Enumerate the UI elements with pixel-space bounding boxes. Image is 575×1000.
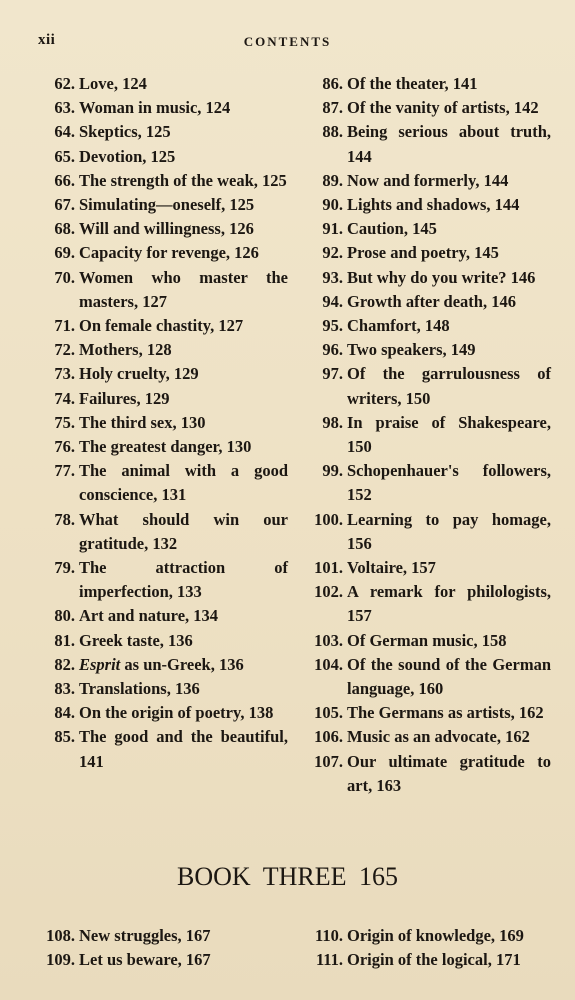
- toc-entry-title: Woman in music, 124: [79, 98, 231, 118]
- contents-right-column: [301, 72, 551, 798]
- toc-entry: [301, 290, 551, 314]
- toc-entry-title: Women who master the masters, 127: [79, 267, 288, 311]
- toc-entry-title: Chamfort, 148: [347, 316, 450, 336]
- toc-entry-title: Capacity for revenge, 126: [79, 243, 259, 263]
- toc-entry-number: 66.: [54, 170, 75, 190]
- toc-entry-number: 96.: [322, 340, 343, 360]
- toc-entry-title: On the origin of poetry, 138: [79, 703, 274, 723]
- toc-entry: [301, 362, 551, 410]
- toc-entry: [38, 459, 288, 507]
- toc-entry-title: Prose and poetry, 145: [347, 243, 499, 263]
- toc-entry: [38, 604, 288, 628]
- toc-entry-number: 100.: [314, 509, 343, 529]
- toc-entry-number: 84.: [54, 703, 75, 723]
- toc-entry-number: 93.: [322, 267, 343, 287]
- toc-entry: [38, 266, 288, 314]
- toc-entry-number: 73.: [54, 364, 75, 384]
- toc-entry-title: The strength of the weak, 125: [79, 170, 287, 190]
- toc-entry: [301, 653, 551, 701]
- toc-entry: [301, 217, 551, 241]
- toc-entry-number: 105.: [314, 703, 343, 723]
- toc-entry-title: But why do you write? 146: [347, 267, 536, 287]
- toc-entry: [301, 120, 551, 168]
- toc-entry-title: New struggles, 167: [79, 926, 211, 945]
- toc-entry-title: In praise of Shakespeare, 150: [347, 412, 551, 457]
- toc-entry: [38, 338, 288, 362]
- book-three-right-column: [301, 924, 551, 972]
- toc-entry-title: Learning to pay homage, 156: [347, 509, 551, 553]
- toc-entry-title: Of the garrulousness of writers, 150: [347, 364, 551, 408]
- toc-entry-number: 72.: [54, 340, 75, 360]
- toc-entry: [38, 653, 288, 677]
- toc-entry-number: 78.: [54, 509, 75, 529]
- toc-entry: [301, 169, 551, 193]
- toc-entry-number: 103.: [314, 630, 343, 650]
- toc-entry-title: Growth after death, 146: [347, 291, 516, 311]
- toc-entry: [38, 435, 288, 459]
- toc-entry: [38, 508, 288, 556]
- toc-entry-number: 87.: [322, 98, 343, 118]
- toc-entry-number: 79.: [54, 558, 75, 578]
- running-head: CONTENTS: [243, 34, 332, 49]
- toc-entry-number: 62.: [54, 74, 75, 93]
- toc-entry: [301, 580, 551, 628]
- toc-entry-number: 110.: [315, 926, 343, 945]
- toc-entry: [301, 750, 551, 798]
- toc-entry-title: On female chastity, 127: [79, 316, 244, 336]
- toc-entry-number: 108.: [46, 926, 75, 945]
- toc-entry-number: 75.: [54, 412, 75, 432]
- toc-entry-number: 92.: [322, 243, 343, 263]
- toc-entry: [301, 701, 551, 725]
- toc-entry-title-italic: Esprit: [79, 654, 121, 674]
- toc-entry-title: Of German music, 158: [347, 630, 507, 650]
- toc-entry: [38, 72, 288, 96]
- toc-entry: [301, 508, 551, 556]
- toc-entry-title: Simulating—oneself, 125: [79, 195, 255, 215]
- toc-entry-number: 95.: [322, 316, 343, 336]
- book-three-heading: [0, 862, 575, 892]
- toc-entry-title: Voltaire, 157: [347, 558, 436, 578]
- toc-entry: [301, 948, 551, 972]
- toc-entry-number: 70.: [54, 267, 75, 287]
- toc-entry-title: The animal with a good conscience, 131: [79, 461, 288, 505]
- toc-entry-number: 71.: [54, 316, 75, 336]
- toc-entry-title: Caution, 145: [347, 219, 437, 239]
- toc-entry-title: A remark for philologists, 157: [347, 582, 551, 626]
- toc-entry: [38, 241, 288, 265]
- toc-entry: [301, 338, 551, 362]
- toc-entry: [38, 387, 288, 411]
- toc-entry-number: 88.: [322, 122, 343, 142]
- toc-entry: [301, 924, 551, 948]
- toc-entry-number: 77.: [54, 461, 75, 481]
- toc-entry: [301, 193, 551, 217]
- toc-entry: [38, 411, 288, 435]
- toc-entry-number: 94.: [322, 291, 343, 311]
- toc-entry-number: 109.: [46, 950, 75, 970]
- toc-entry-title: Lights and shadows, 144: [347, 195, 520, 215]
- toc-entry-number: 69.: [54, 243, 75, 263]
- toc-entry-number: 76.: [54, 437, 75, 457]
- toc-entry-number: 74.: [54, 388, 75, 408]
- toc-entry-number: 99.: [322, 461, 343, 481]
- toc-entry: [38, 556, 288, 604]
- toc-entry-number: 81.: [54, 630, 75, 650]
- toc-entry-number: 67.: [54, 195, 75, 215]
- toc-entry-title: Our ultimate gratitude to art, 163: [347, 751, 551, 795]
- toc-entry-number: 64.: [54, 122, 75, 142]
- toc-entry-title: Being serious about truth, 144: [347, 122, 551, 166]
- toc-entry-title: Devotion, 125: [79, 146, 176, 166]
- page-number: xii: [38, 32, 56, 48]
- toc-entry-number: 90.: [322, 195, 343, 215]
- toc-entry-title: The attraction of imperfection, 133: [79, 558, 288, 602]
- toc-entry-title: The Germans as artists, 162: [347, 703, 544, 723]
- toc-entry-number: 82.: [54, 654, 75, 674]
- toc-entry-title: Of the sound of the German language, 160: [347, 654, 551, 699]
- toc-entry: [301, 266, 551, 290]
- contents-left-column: [38, 72, 288, 774]
- toc-entry-title: Let us beware, 167: [79, 950, 211, 970]
- toc-entry-title: Music as an advocate, 162: [347, 727, 530, 747]
- toc-entry: [301, 96, 551, 120]
- toc-entry-title: Schopenhauer's followers, 152: [347, 461, 551, 505]
- toc-entry: [38, 924, 288, 948]
- toc-entry: [38, 314, 288, 338]
- book-three-left-column: [38, 924, 288, 972]
- toc-entry-number: 89.: [322, 170, 343, 190]
- toc-entry-title: Of the vanity of artists, 142: [347, 98, 539, 118]
- toc-entry: [38, 145, 288, 169]
- toc-entry-title: Origin of the logical, 171: [347, 950, 521, 970]
- toc-entry-title: Mothers, 128: [79, 340, 172, 360]
- toc-entry-number: 91.: [322, 219, 343, 239]
- toc-entry: [38, 629, 288, 653]
- toc-entry-number: 80.: [54, 606, 75, 626]
- toc-entry-title-rest: as un-Greek, 136: [120, 654, 244, 674]
- toc-entry-title: The good and the beautiful, 141: [79, 727, 288, 771]
- toc-entry: [301, 241, 551, 265]
- toc-entry-number: 107.: [314, 751, 343, 771]
- toc-entry: [301, 459, 551, 507]
- toc-entry-title: Now and formerly, 144: [347, 170, 509, 190]
- toc-entry: [38, 725, 288, 773]
- toc-entry-number: 65.: [54, 146, 75, 166]
- toc-entry-title: Art and nature, 134: [79, 606, 219, 626]
- toc-entry-number: 63.: [54, 98, 75, 118]
- toc-entry-title: Failures, 129: [79, 388, 170, 408]
- toc-entry: [38, 193, 288, 217]
- toc-entry-number: 85.: [54, 727, 75, 747]
- toc-entry-title: Skeptics, 125: [79, 122, 171, 142]
- toc-entry: [301, 72, 551, 96]
- toc-entry-title: Love, 124: [79, 74, 147, 93]
- toc-entry-number: 83.: [54, 679, 75, 699]
- toc-entry-number: 86.: [322, 74, 343, 93]
- toc-entry: [38, 217, 288, 241]
- toc-entry-title: [79, 653, 288, 677]
- toc-entry: [38, 96, 288, 120]
- toc-entry: [38, 948, 288, 972]
- toc-entry: [38, 677, 288, 701]
- toc-entry-title: Will and willingness, 126: [79, 219, 254, 239]
- toc-entry-number: 111.: [315, 950, 343, 970]
- toc-entry-title: Greek taste, 136: [79, 630, 193, 650]
- toc-entry: [38, 701, 288, 725]
- toc-entry-title: What should win our gratitude, 132: [79, 509, 288, 553]
- toc-entry: [301, 411, 551, 459]
- toc-entry-number: 101.: [314, 558, 343, 578]
- toc-entry-title: Of the theater, 141: [347, 74, 478, 93]
- book-heading-page: 165: [358, 862, 398, 891]
- toc-entry: [38, 362, 288, 386]
- toc-entry: [301, 629, 551, 653]
- toc-entry-number: 98.: [322, 412, 343, 432]
- toc-entry-title: Two speakers, 149: [347, 340, 476, 360]
- book-heading-label: BOOK THREE: [177, 862, 347, 891]
- toc-entry: [38, 169, 288, 193]
- toc-entry: [301, 556, 551, 580]
- toc-entry-title: Holy cruelty, 129: [79, 364, 199, 384]
- toc-entry-number: 104.: [314, 654, 343, 674]
- toc-entry-number: 97.: [322, 364, 343, 384]
- toc-entry: [301, 314, 551, 338]
- toc-entry-title: The third sex, 130: [79, 412, 206, 432]
- toc-entry-title: The greatest danger, 130: [79, 437, 252, 457]
- toc-entry-number: 106.: [314, 727, 343, 747]
- toc-entry: [38, 120, 288, 144]
- toc-entry: [301, 725, 551, 749]
- toc-entry-number: 68.: [54, 219, 75, 239]
- toc-entry-number: 102.: [314, 582, 343, 602]
- toc-entry-title: Origin of knowledge, 169: [347, 926, 524, 945]
- toc-entry-title: Translations, 136: [79, 679, 200, 699]
